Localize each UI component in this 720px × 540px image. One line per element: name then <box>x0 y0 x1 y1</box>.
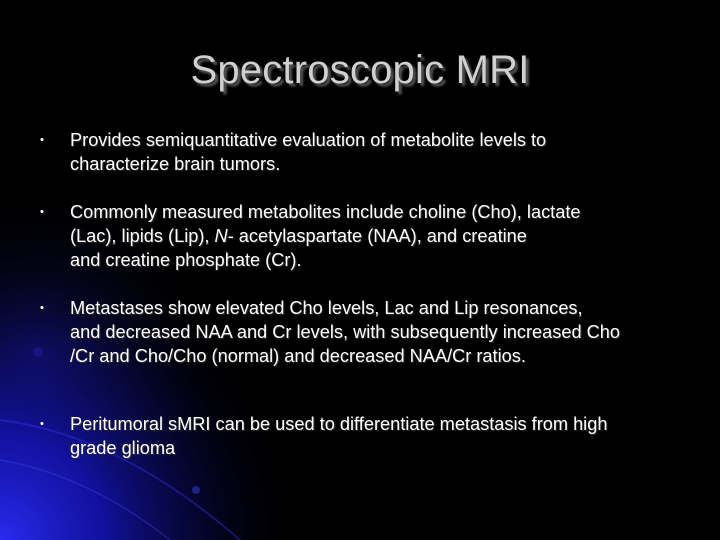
bullet-text-part: - acetylaspartate (NAA), and creatine and creatine phosphate (Cr). <box>70 226 527 270</box>
bullet-list <box>40 128 700 460</box>
bullet-text-italic: N <box>214 226 228 246</box>
bullet-item <box>40 200 700 272</box>
bullet-dot: • <box>40 134 44 146</box>
bullet-text: Peritumoral sMRI can be used to differentiate metastasis from high grade glioma <box>70 414 608 458</box>
bullet-dot: • <box>40 302 44 314</box>
bullet-text-part: Commonly measured metabolites include choline (Cho), lactate (Lac), lipids (Lip), <box>70 202 581 246</box>
bullet-item <box>40 296 700 368</box>
bullet-item <box>40 412 700 460</box>
bullet-dot: • <box>40 418 44 430</box>
bullet-text <box>70 200 700 272</box>
bullet-dot: • <box>40 206 44 218</box>
bullet-text: Metastases show elevated Cho levels, Lac and Lip resonances, and decreased NAA and Cr levels, with subsequently increased Cho /Cr and Cho/Cho (normal) and decreased NAA/Cr ratios. <box>70 298 620 366</box>
bullet-text: Provides semiquantitative evaluation of metabolite levels to characterize brain tumors. <box>70 130 547 174</box>
slide-title: Spectroscopic MRI <box>190 48 530 92</box>
bullet-item <box>40 128 700 176</box>
